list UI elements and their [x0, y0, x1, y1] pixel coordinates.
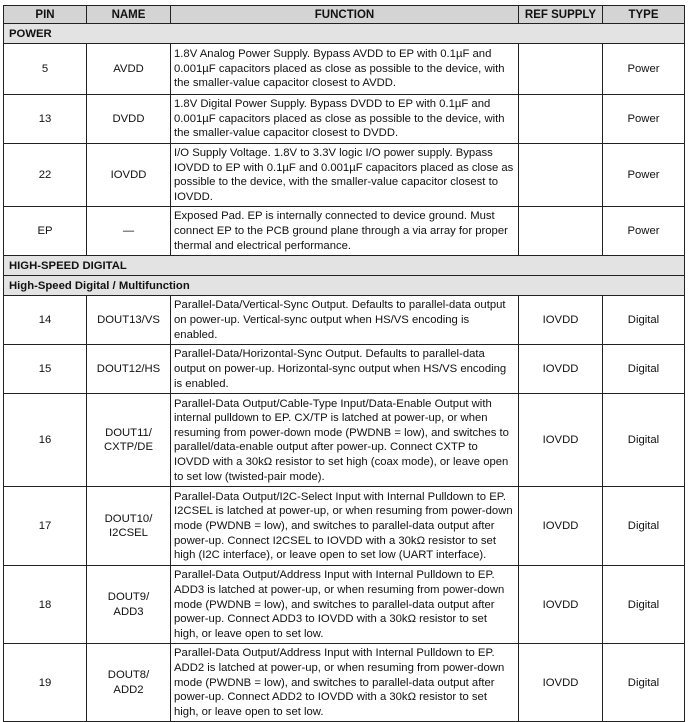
- pin-cell: EP: [4, 207, 87, 256]
- header-name: NAME: [87, 6, 171, 24]
- section-row: [4, 24, 685, 44]
- section-high-speed-multifunction: High-Speed Digital / Multifunction: [4, 276, 685, 296]
- ref-supply-cell: IOVDD: [519, 296, 603, 345]
- pin-cell: 19: [4, 644, 87, 722]
- table-row: [4, 487, 685, 566]
- name-cell: [87, 394, 171, 487]
- name-cell: AVDD: [87, 44, 171, 95]
- type-cell: Digital: [603, 566, 685, 644]
- ref-supply-cell: IOVDD: [519, 487, 603, 566]
- function-cell: 1.8V Digital Power Supply. Bypass DVDD to EP with 0.1µF and 0.001µF capacitors placed as close as possible to the device, with the smaller-value capacitor closest to DVDD.: [171, 95, 519, 144]
- function-cell: Exposed Pad. EP is internally connected to device ground. Must connect EP to the PCB ground plane through a via array for proper thermal and electrical performance.: [171, 207, 519, 256]
- name-line: DOUT8/: [107, 669, 150, 682]
- name-cell: DVDD: [87, 95, 171, 144]
- header-function: FUNCTION: [171, 6, 519, 24]
- name-line: I2CSEL: [109, 527, 148, 540]
- header-pin: PIN: [4, 6, 87, 24]
- type-cell: Digital: [603, 487, 685, 566]
- pin-cell: 17: [4, 487, 87, 566]
- table-row: [4, 394, 685, 487]
- pin-cell: 22: [4, 144, 87, 207]
- name-line: ADD2: [113, 683, 144, 696]
- ref-supply-cell: IOVDD: [519, 345, 603, 394]
- table-row: [4, 207, 685, 256]
- header-type: TYPE: [603, 6, 685, 24]
- table-row: [4, 144, 685, 207]
- section-row: [4, 276, 685, 296]
- type-cell: Power: [603, 207, 685, 256]
- header-row: [4, 6, 685, 24]
- type-cell: Digital: [603, 644, 685, 722]
- ref-supply-cell: [519, 207, 603, 256]
- header-ref-supply: REF SUPPLY: [519, 6, 603, 24]
- table-row: [4, 95, 685, 144]
- table-row: [4, 345, 685, 394]
- function-cell: I/O Supply Voltage. 1.8V to 3.3V logic I/O power supply. Bypass IOVDD to EP with 0.1µF and 0.001µF capacitors placed as close as possible to the device, with the smaller-value capacitor closest to IOVDD.: [171, 144, 519, 207]
- type-cell: Digital: [603, 394, 685, 487]
- ref-supply-cell: [519, 95, 603, 144]
- pin-cell: 5: [4, 44, 87, 95]
- function-cell: Parallel-Data Output/I2C-Select Input with Internal Pulldown to EP. I2CSEL is latched at power-up, or when resuming from power-down mode (PWDNB = low), and switches to parallel-data output after power-up. Connect I2CSEL to IOVDD with a 30kΩ resistor to set high (I2C interface), or leave open to set low (UART interface).: [171, 487, 519, 566]
- name-cell: [87, 566, 171, 644]
- table-row: [4, 644, 685, 722]
- ref-supply-cell: IOVDD: [519, 644, 603, 722]
- function-cell: Parallel-Data Output/Address Input with Internal Pulldown to EP. ADD3 is latched at power-up, or when resuming from power-down mode (PWDNB = low), and switches to parallel-data output after power-up. Connect ADD3 to IOVDD with a 30kΩ resistor to set high, or leave open to set low.: [171, 566, 519, 644]
- name-cell: IOVDD: [87, 144, 171, 207]
- pin-description-table: [3, 5, 685, 722]
- section-row: [4, 256, 685, 276]
- table-row: [4, 566, 685, 644]
- ref-supply-cell: [519, 144, 603, 207]
- function-cell: Parallel-Data Output/Address Input with Internal Pulldown to EP. ADD2 is latched at power-up, or when resuming from power-down mode (PWDNB = low), and switches to parallel-data output after power-up. Connect ADD2 to IOVDD with a 30kΩ resistor to set high, or leave open to set low.: [171, 644, 519, 722]
- ref-supply-cell: IOVDD: [519, 566, 603, 644]
- table-row: [4, 44, 685, 95]
- ref-supply-cell: [519, 44, 603, 95]
- name-cell: DOUT13/VS: [87, 296, 171, 345]
- function-cell: Parallel-Data/Horizontal-Sync Output. Defaults to parallel-data output on power-up. Horizontal-sync output when HS/VS encoding is enabled.: [171, 345, 519, 394]
- pin-cell: 16: [4, 394, 87, 487]
- name-cell: [87, 487, 171, 566]
- type-cell: Digital: [603, 345, 685, 394]
- name-line: DOUT10/: [104, 512, 153, 525]
- name-cell: [87, 644, 171, 722]
- pin-cell: 13: [4, 95, 87, 144]
- type-cell: Digital: [603, 296, 685, 345]
- name-line: DOUT9/: [107, 591, 150, 604]
- function-cell: 1.8V Analog Power Supply. Bypass AVDD to EP with 0.1µF and 0.001µF capacitors placed as close as possible to the device, with the smaller-value capacitor closest to AVDD.: [171, 44, 519, 95]
- name-line: CXTP/DE: [104, 441, 153, 454]
- section-power: POWER: [4, 24, 685, 44]
- name-cell: —: [87, 207, 171, 256]
- name-cell: DOUT12/HS: [87, 345, 171, 394]
- pin-cell: 14: [4, 296, 87, 345]
- function-cell: Parallel-Data/Vertical-Sync Output. Defaults to parallel-data output on power-up. Vertical-sync output when HS/VS encoding is enabled.: [171, 296, 519, 345]
- type-cell: Power: [603, 144, 685, 207]
- name-line: ADD3: [113, 605, 144, 618]
- function-cell: Parallel-Data Output/Cable-Type Input/Data-Enable Output with internal pulldown to EP. CX/TP is latched at power-up, or when resuming from power-down mode (PWDNB = low), and switches to parallel/data-enable output after power-up. Connect CXTP to IOVDD with a 30kΩ resistor to set high (coax mode), or leave open to set low (twisted-pair mode).: [171, 394, 519, 487]
- pin-cell: 18: [4, 566, 87, 644]
- type-cell: Power: [603, 95, 685, 144]
- type-cell: Power: [603, 44, 685, 95]
- ref-supply-cell: IOVDD: [519, 394, 603, 487]
- pin-cell: 15: [4, 345, 87, 394]
- section-high-speed-digital: HIGH-SPEED DIGITAL: [4, 256, 685, 276]
- name-line: DOUT11/: [105, 426, 152, 439]
- table-row: [4, 296, 685, 345]
